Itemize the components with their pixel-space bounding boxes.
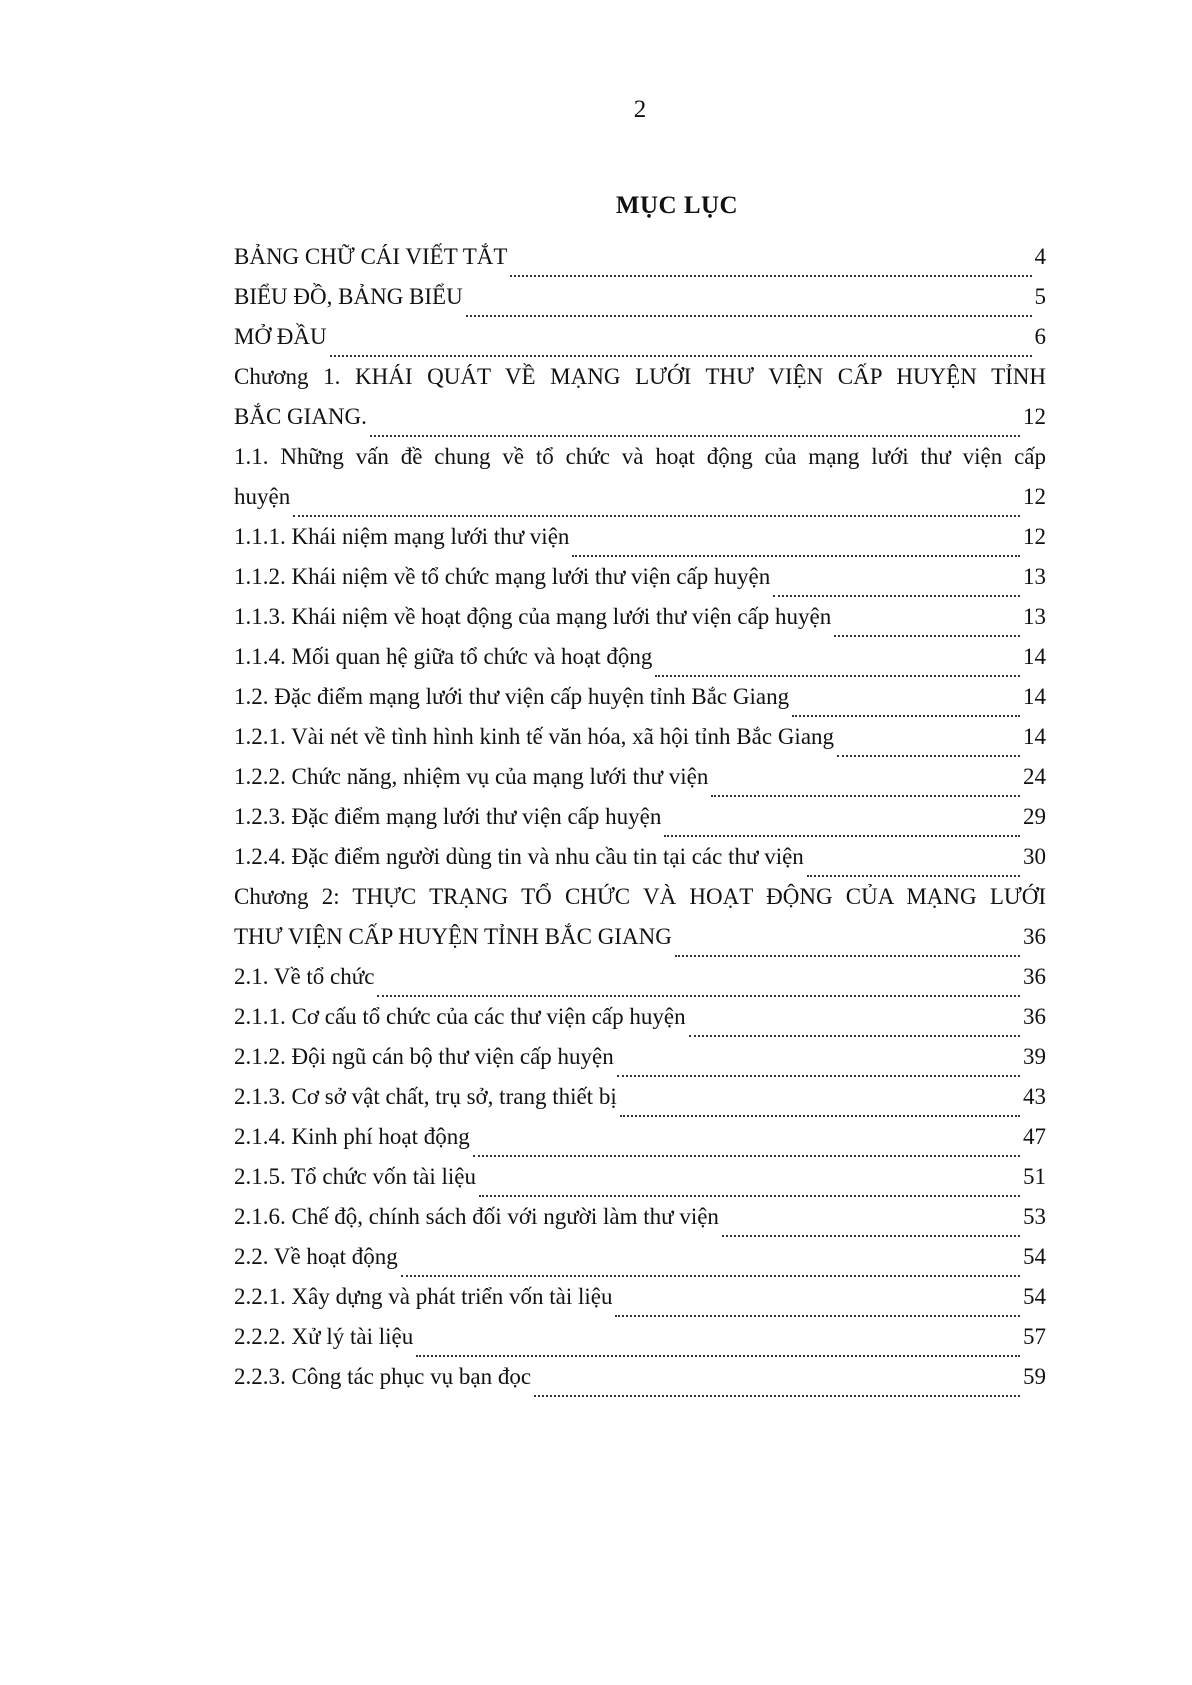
dot-leader — [534, 1387, 1020, 1397]
toc-entry-page: 39 — [1023, 1044, 1046, 1069]
page-number: 2 — [633, 96, 647, 123]
toc-entry[interactable] — [234, 717, 1046, 757]
toc-entry-page: 4 — [1034, 244, 1046, 269]
toc-entry-text: 1.1.2. Khái niệm về tổ chức mạng lưới thư viện cấp huyện — [234, 564, 771, 589]
toc-entry[interactable] — [234, 917, 1046, 957]
toc-entry-text: BIỂU ĐỒ, BẢNG BIỂU — [234, 284, 463, 309]
toc-entry-page: 54 — [1023, 1244, 1046, 1269]
toc-entry-page: 14 — [1023, 724, 1046, 749]
toc-entry-page: 57 — [1023, 1324, 1046, 1349]
toc-entry[interactable] — [234, 477, 1046, 517]
dot-leader — [615, 1307, 1020, 1317]
toc-entry-text: MỞ ĐẦU — [234, 324, 327, 349]
toc-title: MỤC LỤC — [615, 192, 739, 219]
toc-entry-page: 47 — [1023, 1124, 1046, 1149]
toc-entry[interactable] — [234, 1157, 1046, 1197]
toc-entry[interactable] — [234, 997, 1046, 1037]
toc-entry-text: 1.1.4. Mối quan hệ giữa tổ chức và hoạt động — [234, 644, 653, 669]
toc-entry-page: 12 — [1023, 404, 1046, 429]
toc-entry-page: 54 — [1023, 1284, 1046, 1309]
toc-entry[interactable] — [234, 1317, 1046, 1357]
dot-leader — [572, 547, 1020, 557]
dot-leader — [664, 827, 1020, 837]
toc-entry-text: THƯ VIỆN CẤP HUYỆN TỈNH BẮC GIANG — [234, 924, 672, 949]
dot-leader — [834, 627, 1020, 637]
toc-entry-page: 24 — [1023, 764, 1046, 789]
dot-leader — [722, 1227, 1020, 1237]
dot-leader — [655, 667, 1020, 677]
toc-entry-text: huyện — [234, 484, 291, 509]
toc-entry-page: 6 — [1034, 324, 1046, 349]
dot-leader — [377, 987, 1020, 997]
toc-entry-text: 1.1.3. Khái niệm về hoạt động của mạng lưới thư viện cấp huyện — [234, 604, 832, 629]
toc-entry[interactable] — [234, 837, 1046, 877]
toc-entry-page: 36 — [1023, 1004, 1046, 1029]
toc-entry[interactable] — [234, 557, 1046, 597]
toc-entry-text: BẢNG CHỮ CÁI VIẾT TẮT — [234, 244, 508, 269]
toc-entry-line1[interactable]: Chương 2: THỰC TRẠNG TỔ CHỨC VÀ HOẠT ĐỘNG CỦA MẠNG LƯỚI — [234, 884, 1046, 909]
toc-entry-page: 53 — [1023, 1204, 1046, 1229]
toc-entry-text: BẮC GIANG. — [234, 404, 367, 429]
toc-entry-text: 2.1.3. Cơ sở vật chất, trụ sở, trang thiết bị — [234, 1084, 617, 1109]
toc-entry[interactable] — [234, 277, 1046, 317]
dot-leader — [466, 307, 1032, 317]
dot-leader — [620, 1107, 1020, 1117]
toc-entry[interactable] — [234, 1237, 1046, 1277]
dot-leader — [510, 267, 1031, 277]
toc-entry-text: 2.2.3. Công tác phục vụ bạn đọc — [234, 1364, 532, 1389]
toc-entry-text: 1.1.1. Khái niệm mạng lưới thư viện — [234, 524, 570, 549]
dot-leader — [773, 587, 1020, 597]
toc-entry-text: 2.2.1. Xây dựng và phát triển vốn tài liệu — [234, 1284, 613, 1309]
toc-entry-text: 2.1.5. Tổ chức vốn tài liệu — [234, 1164, 476, 1189]
toc-entry[interactable] — [234, 1117, 1046, 1157]
toc-entry-text: 1.2.2. Chức năng, nhiệm vụ của mạng lưới thư viện — [234, 764, 709, 789]
toc-entry-text: 1.2. Đặc điểm mạng lưới thư viện cấp huyện tỉnh Bắc Giang — [234, 684, 790, 709]
dot-leader — [416, 1347, 1020, 1357]
toc-entry-page: 29 — [1023, 804, 1046, 829]
dot-leader — [617, 1067, 1020, 1077]
toc-entry-text: 1.2.1. Vài nét về tình hình kinh tế văn hóa, xã hội tỉnh Bắc Giang — [234, 724, 835, 749]
dot-leader — [479, 1187, 1020, 1197]
toc-entry-page: 43 — [1023, 1084, 1046, 1109]
dot-leader — [330, 347, 1032, 357]
toc-entry[interactable] — [234, 677, 1046, 717]
toc-entry[interactable] — [234, 1357, 1046, 1397]
toc-entry-page: 30 — [1023, 844, 1046, 869]
toc-entry[interactable] — [234, 637, 1046, 677]
toc-entry-page: 13 — [1023, 564, 1046, 589]
dot-leader — [837, 747, 1020, 757]
toc-entry[interactable] — [234, 397, 1046, 437]
toc-entry-page: 59 — [1023, 1364, 1046, 1389]
toc-entry[interactable] — [234, 597, 1046, 637]
toc-entry[interactable] — [234, 1197, 1046, 1237]
dot-leader — [711, 787, 1020, 797]
toc-entry-text: 2.1.4. Kinh phí hoạt động — [234, 1124, 470, 1149]
table-of-contents — [234, 237, 1046, 1397]
toc-entry[interactable] — [234, 957, 1046, 997]
toc-entry-text: 2.1.1. Cơ cấu tổ chức của các thư viện cấp huyện — [234, 1004, 686, 1029]
toc-entry-page: 14 — [1023, 684, 1046, 709]
toc-entry-page: 51 — [1023, 1164, 1046, 1189]
dot-leader — [473, 1147, 1020, 1157]
toc-entry[interactable] — [234, 237, 1046, 277]
toc-entry-page: 14 — [1023, 644, 1046, 669]
toc-entry-page: 36 — [1023, 924, 1046, 949]
toc-entry-text: 1.2.3. Đặc điểm mạng lưới thư viện cấp huyện — [234, 804, 662, 829]
toc-entry-line1[interactable]: Chương 1. KHÁI QUÁT VỀ MẠNG LƯỚI THƯ VIỆN CẤP HUYỆN TỈNH — [234, 364, 1046, 389]
toc-entry[interactable] — [234, 317, 1046, 357]
toc-entry-text: 2.1.6. Chế độ, chính sách đối với người làm thư viện — [234, 1204, 719, 1229]
dot-leader — [792, 707, 1020, 717]
toc-entry-page: 12 — [1023, 484, 1046, 509]
dot-leader — [370, 427, 1020, 437]
toc-entry-page: 12 — [1023, 524, 1046, 549]
toc-entry-text: 2.1. Về tổ chức — [234, 964, 375, 989]
toc-entry[interactable] — [234, 1277, 1046, 1317]
dot-leader — [807, 867, 1020, 877]
dot-leader — [293, 507, 1020, 517]
toc-entry[interactable] — [234, 517, 1046, 557]
dot-leader — [675, 947, 1020, 957]
toc-entry[interactable] — [234, 757, 1046, 797]
toc-entry-text: 2.2. Về hoạt động — [234, 1244, 398, 1269]
toc-entry-line1[interactable]: 1.1. Những vấn đề chung về tổ chức và hoạt động của mạng lưới thư viện cấp — [234, 444, 1046, 469]
toc-entry[interactable] — [234, 1077, 1046, 1117]
dot-leader — [689, 1027, 1020, 1037]
toc-entry-text: 1.2.4. Đặc điểm người dùng tin và nhu cầu tin tại các thư viện — [234, 844, 804, 869]
dot-leader — [401, 1267, 1020, 1277]
toc-entry-text: 2.2.2. Xử lý tài liệu — [234, 1324, 414, 1349]
toc-entry[interactable] — [234, 1037, 1046, 1077]
toc-entry-page: 5 — [1034, 284, 1046, 309]
toc-entry-page: 36 — [1023, 964, 1046, 989]
toc-entry-text: 2.1.2. Đội ngũ cán bộ thư viện cấp huyện — [234, 1044, 614, 1069]
toc-entry-page: 13 — [1023, 604, 1046, 629]
toc-entry[interactable] — [234, 797, 1046, 837]
